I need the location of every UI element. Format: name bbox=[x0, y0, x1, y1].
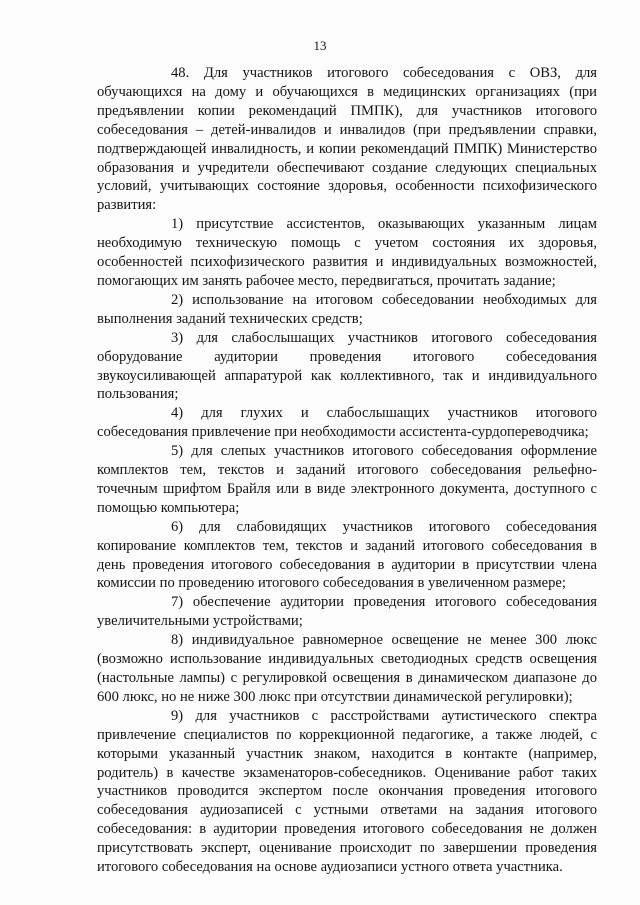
list-item-text: для слабослышащих участников итогового собеседования оборудование аудитории проведения итогового собеседования звукоусиливающей аппаратурой как коллективного, так и индивидуального пользования; bbox=[97, 329, 597, 403]
list-item-5 bbox=[97, 442, 597, 518]
list-item-text: для участников с расстройствами аутистического спектра привлечение специалистов по коррекционной педагогике, а также людей, с которыми указанный участник знаком, находится в контакте (например, родитель) в качестве экзаменаторов-собеседников. Оценивание работ таких участников проводится экспертом после окончания проведения итогового собеседования аудиозаписей с устными ответами на задания итогового собеседования: в аудитории проведения итогового собеседования не должен присутствовать эксперт, оценивание происходит по завершении проведения итогового собеседования на основе аудиозаписи устного ответа участника. bbox=[97, 707, 597, 876]
list-item-number: 1) bbox=[171, 216, 184, 233]
list-item-text: обеспечение аудитории проведения итогового собеседования увеличительными устройствами; bbox=[97, 594, 597, 630]
list-item-number: 7) bbox=[171, 594, 184, 611]
list-item-7 bbox=[97, 593, 597, 631]
list-item-text: для слепых участников итогового собеседования оформление комплектов тем, текстов и заданий итогового собеседования рельефно-точечным шрифтом Брайля или в виде электронного документа, доступного с помощью компьютера; bbox=[97, 443, 597, 516]
list-item-number: 5) bbox=[171, 443, 184, 460]
list-item-number: 6) bbox=[171, 518, 184, 535]
list-item-number: 3) bbox=[171, 329, 184, 346]
document-body bbox=[97, 64, 597, 877]
list-item-number: 8) bbox=[171, 632, 184, 649]
page-number: 13 bbox=[313, 38, 327, 53]
list-item-text: присутствие ассистентов, оказывающих указанным лицам необходимую техническую помощь с учетом состояния их здоровья, особенностей психофизического развития и индивидуальных возможностей, помогающих им занять рабочее место, передвигаться, прочитать задание; bbox=[97, 216, 597, 289]
list-item-text: индивидуальное равномерное освещение не менее 300 люкс (возможно использование индивидуальных светодиодных средств освещения (настольные лампы) с регулировкой освещения в динамическом диапазоне до 600 люкс, но не ниже 300 люкс при отсутствии динамической регулировки); bbox=[97, 632, 597, 705]
list-item-4 bbox=[97, 404, 597, 442]
list-item-3 bbox=[97, 329, 597, 405]
list-item-8 bbox=[97, 631, 597, 707]
list-item-text: для слабовидящих участников итогового собеседования копирование комплектов тем, текстов и заданий итогового собеседования в день проведения итогового собеседования в аудитории в присутствии члена комиссии по проведению итогового собеседования в увеличенном размере; bbox=[97, 518, 597, 592]
list-item-number: 2) bbox=[171, 291, 184, 308]
paragraph-number: 48. bbox=[171, 65, 190, 81]
list-item-number: 9) bbox=[171, 707, 184, 724]
list-item-2 bbox=[97, 291, 597, 329]
list-item-6 bbox=[97, 518, 597, 594]
list-item-9 bbox=[97, 707, 597, 877]
list-item-text: для глухих и слабослышащих участников итогового собеседования привлечение при необходимости ассистента-сурдопереводчика; bbox=[97, 405, 597, 441]
list-item-text: использование на итоговом собеседовании необходимых для выполнения заданий технических средств; bbox=[97, 291, 597, 327]
paragraph-text: Для участников итогового собеседования с ОВЗ, для обучающихся на дому и обучающихся в медицинских организациях (при предъявлении копии рекомендаций ПМПК), для участников итогового собеседования – детей-инвалидов и инвалидов (при предъявлении справки, подтверждающей инвалидность, и копии рекомендаций ПМПК) Министерство образования и учредители обеспечивают создание следующих специальных условий, учитывающих состояние здоровья, особенности психофизического развития: bbox=[97, 65, 597, 214]
paragraph-48 bbox=[97, 64, 597, 215]
list-item-number: 4) bbox=[171, 405, 184, 422]
list-item-1 bbox=[97, 215, 597, 291]
